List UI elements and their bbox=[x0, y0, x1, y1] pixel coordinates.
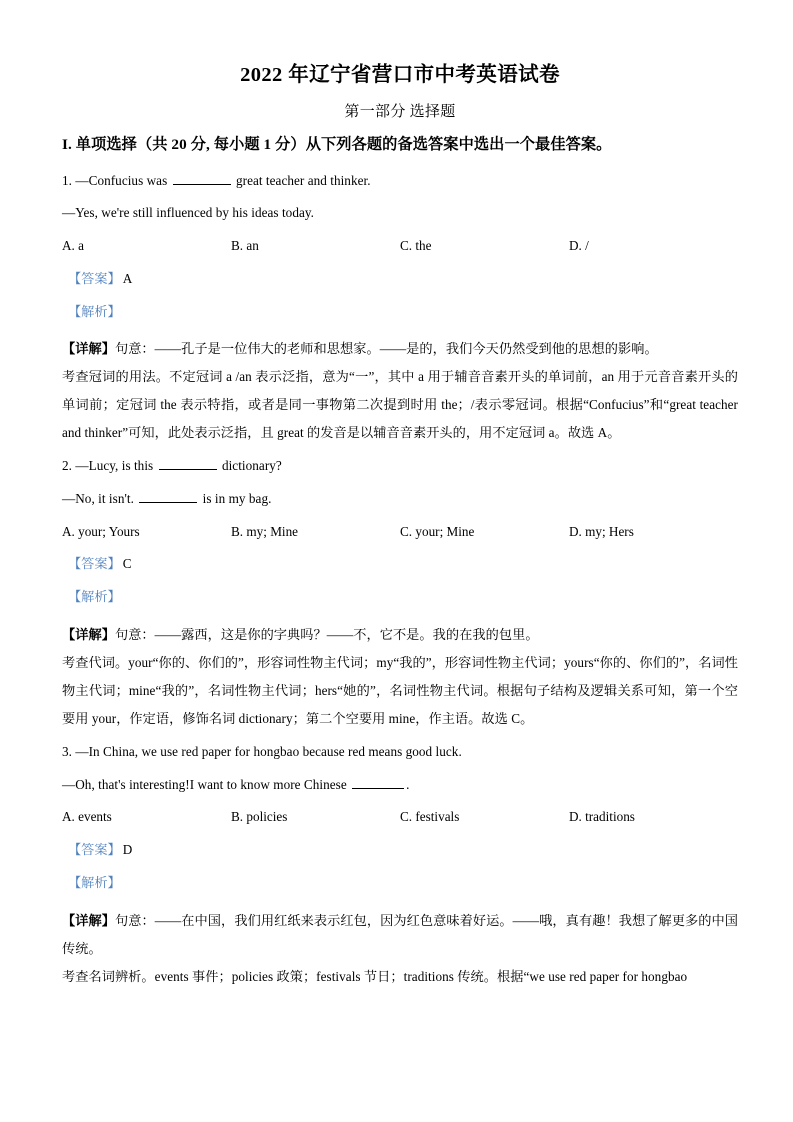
question-2-option-d[interactable]: D. my; Hers bbox=[569, 523, 634, 539]
question-2-answer-value: C bbox=[122, 556, 132, 572]
question-2-option-a[interactable]: A. your; Yours bbox=[62, 523, 140, 539]
question-1-blank bbox=[173, 173, 231, 185]
question-1-meaning-text: 句意：——孔子是一位伟大的老师和思想家。——是的，我们今天仍然受到他的思想的影响。 bbox=[114, 341, 658, 357]
question-1-detail-meaning bbox=[62, 335, 738, 363]
question-2-options bbox=[62, 523, 738, 542]
answer-tag: 【答案】 bbox=[68, 270, 121, 286]
analysis-tag: 【解析】 bbox=[68, 874, 121, 890]
top-margin-spacer bbox=[62, 0, 738, 62]
question-3-options bbox=[62, 808, 738, 827]
question-2-option-c[interactable]: C. your; Mine bbox=[400, 523, 475, 539]
question-3-option-d[interactable]: D. traditions bbox=[569, 809, 635, 825]
question-1-stem bbox=[62, 172, 738, 191]
question-3-reply bbox=[62, 776, 738, 795]
question-1-options bbox=[62, 237, 738, 256]
question-1-option-b[interactable]: B. an bbox=[231, 238, 259, 254]
question-3-reply-prefix: —Oh, that's interesting!I want to know more Chinese bbox=[62, 776, 347, 792]
question-3-option-b[interactable]: B. policies bbox=[231, 809, 288, 825]
answer-tag: 【答案】 bbox=[68, 842, 121, 858]
question-1-stem-prefix: —Confucius was bbox=[75, 172, 168, 188]
question-3-analysis-line bbox=[62, 874, 738, 893]
page-title: 2022 年辽宁省营口市中考英语试卷 bbox=[240, 64, 560, 86]
section-heading: 第一部分 选择题 bbox=[344, 103, 456, 120]
question-3-number: 3. bbox=[62, 743, 72, 759]
question-1-answer-line bbox=[62, 270, 738, 289]
question-2-option-b[interactable]: B. my; Mine bbox=[231, 523, 299, 539]
question-1-reply: —Yes, we're still influenced by his ideas today. bbox=[62, 205, 315, 221]
question-1-explanation: 考查冠词的用法。不定冠词 a /an 表示泛指，意为“一”，其中 a 用于辅音音素开头的单词前，an 用于元音音素开头的单词前；定冠词 the 表示特指，或者是同一事物第二次提到时用 the；/表示零冠词。根据“Confucius”和“great teacher and thinker”可知，此处表示泛指，且 great 的发音是以辅音音素开头的，用不定冠词 a。故选 A。 bbox=[62, 369, 738, 441]
question-3-stem bbox=[62, 743, 738, 762]
question-3-explanation: 考查名词辨析。events 事件；policies 政策；festivals 节日；traditions 传统。根据“we use red paper for hongbao bbox=[62, 968, 688, 984]
question-2-answer-line bbox=[62, 555, 738, 574]
question-1-answer-value: A bbox=[122, 270, 133, 286]
question-3-answer-line bbox=[62, 841, 738, 860]
question-3-option-c[interactable]: C. festivals bbox=[400, 809, 460, 825]
question-3-blank bbox=[352, 777, 404, 789]
question-3-stem-text: —In China, we use red paper for hongbao because red means good luck. bbox=[75, 743, 462, 759]
question-block-2 bbox=[62, 457, 738, 733]
question-1-option-d[interactable]: D. / bbox=[569, 238, 589, 254]
question-2-number: 2. bbox=[62, 458, 72, 474]
question-2-reply-suffix: is in my bag. bbox=[202, 491, 272, 506]
analysis-tag: 【解析】 bbox=[68, 589, 121, 605]
question-3-reply-suffix: . bbox=[406, 776, 410, 792]
question-2-stem bbox=[62, 457, 738, 476]
question-1-analysis-line bbox=[62, 303, 738, 322]
question-2-blank-2 bbox=[139, 491, 197, 503]
question-1-number: 1. bbox=[62, 172, 72, 188]
question-2-analysis-line bbox=[62, 588, 738, 607]
question-1-stem-suffix: great teacher and thinker. bbox=[235, 172, 371, 188]
question-3-answer-value: D bbox=[122, 842, 133, 858]
question-2-reply bbox=[62, 490, 738, 509]
analysis-tag: 【解析】 bbox=[68, 303, 121, 319]
question-2-meaning-text: 句意：——露西，这是你的字典吗？——不，它不是。我的在我的包里。 bbox=[114, 626, 539, 642]
question-2-blank-1 bbox=[159, 458, 217, 470]
question-2-stem-prefix: —Lucy, is this bbox=[75, 458, 154, 474]
question-block-1 bbox=[62, 172, 738, 448]
question-3-meaning-text: 句意：——在中国，我们用红纸来表示红包，因为红色意味着好运。——哦，真有趣！我想了解更多的中国传统。 bbox=[62, 912, 738, 956]
question-1-option-c[interactable]: C. the bbox=[400, 238, 432, 254]
detail-tag: 【详解】 bbox=[62, 626, 115, 642]
question-2-detail-meaning bbox=[62, 621, 738, 649]
question-2-stem-suffix: dictionary? bbox=[221, 458, 282, 474]
question-3-detail-meaning bbox=[62, 907, 738, 963]
question-2-reply-prefix: —No, it isn't. bbox=[62, 491, 134, 506]
detail-tag: 【详解】 bbox=[62, 912, 116, 928]
question-3-option-a[interactable]: A. events bbox=[62, 809, 112, 825]
question-block-3 bbox=[62, 743, 738, 991]
part-instruction: I. 单项选择（共 20 分, 每小题 1 分）从下列各题的备选答案中选出一个最佳答案。 bbox=[62, 136, 612, 154]
question-2-explanation: 考查代词。your“你的、你们的”，形容词性物主代词；my“我的”，形容词性物主代词；yours“你的、你们的”，名词性物主代词；mine“我的”，名词性物主代词；hers“她的”，名词性物主代词。根据句子结构及逻辑关系可知，第一个空要用 your，作定语，修饰名词 dictionary；第二个空要用 mine，作主语。故选 C。 bbox=[62, 654, 738, 726]
detail-tag: 【详解】 bbox=[62, 341, 115, 357]
question-1-option-a[interactable]: A. a bbox=[62, 238, 84, 254]
answer-tag: 【答案】 bbox=[68, 556, 121, 572]
